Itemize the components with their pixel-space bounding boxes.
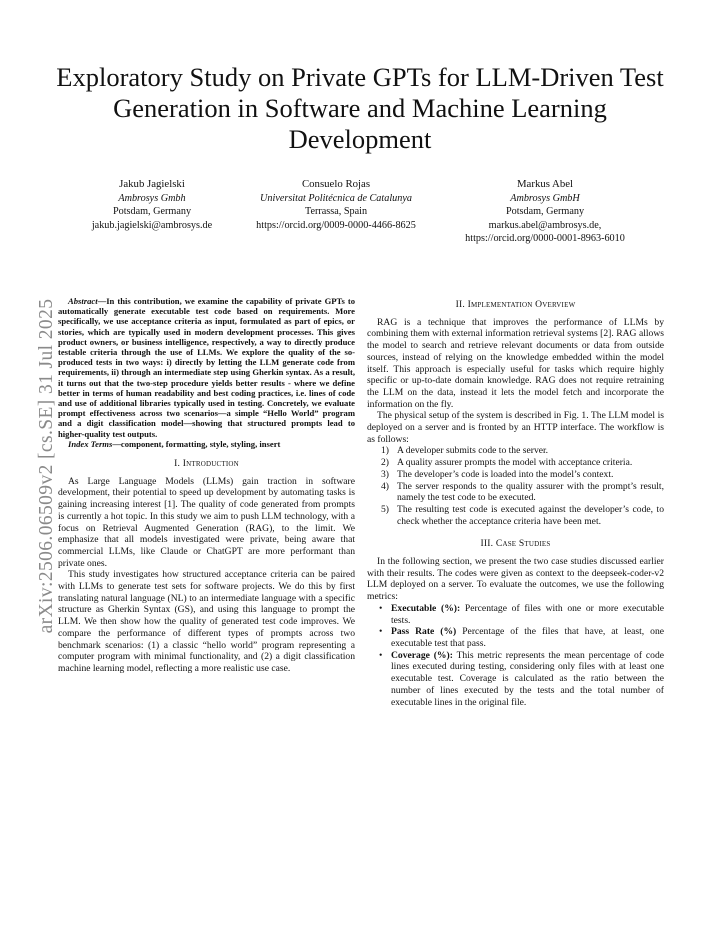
left-column [58, 296, 355, 675]
list-number: 4) [381, 480, 389, 492]
list-number: 2) [381, 457, 389, 469]
list-number: 1) [381, 445, 389, 457]
author-block-2 [238, 178, 434, 232]
author-name: Consuelo Rojas [301, 178, 371, 190]
workflow-list [367, 445, 664, 527]
metric-term: Pass Rate (%) [391, 626, 457, 638]
list-text: The server responds to the quality assurer with the prompt’s result, namely the test code to be executed. [397, 480, 664, 504]
index-terms-lead: Index Terms [68, 438, 113, 449]
author-location: Potsdam, Germany [112, 206, 192, 218]
author-name: Markus Abel [516, 178, 574, 190]
list-text: A developer submits code to the server. [397, 445, 549, 457]
paper-title: Exploratory Study on Private GPTs for LLM-Driven Test Generation in Software and Machine Learning Development [56, 62, 664, 154]
arxiv-watermark: arXiv:2506.06509v2 [cs.SE] 31 Jul 2025 [36, 298, 57, 634]
list-number: 5) [381, 503, 389, 515]
right-column [367, 296, 664, 708]
list-item [379, 626, 664, 649]
list-text: The resulting test code is executed against the developer’s code, to check whether the acceptance criteria have been met. [397, 503, 664, 527]
metric-term: Coverage (%): [391, 649, 453, 661]
section-title: Case Studies [495, 538, 551, 550]
paragraph: This study investigates how structured acceptance criteria can be paired with LLMs to generate test sets for software projects. We do this by first translating natural language (NL) to an intermediate language with a specific structure as Gherkin Syntax (GS), and using this language to prompt the LLM. We then show how the quality of generated test code improves. We compare the performance of different types of prompts across two benchmark scenarios: (1) a classic “hello world” program representing a computer program with minimal functionality, and (2) a digit classification machine learning model, reflecting a more realistic use case. [58, 569, 355, 674]
metrics-list [367, 603, 664, 708]
author-affiliation: Universitat Politécnica de Catalunya [260, 192, 412, 204]
section-heading-implementation [367, 299, 664, 311]
author-block-3 [444, 178, 646, 246]
index-terms [58, 439, 355, 449]
author-location: Potsdam, Germany [505, 206, 585, 218]
paragraph: RAG is a technique that improves the performance of LLMs by combining them with external information retrieval systems [2]. RAG allows the model to search and retrieve relevant documents or data from outside sources, instead of relying on the knowledge embedded within the model itself. This approach is especially useful for tasks which require highly specific or up-to-date domain knowledge. RAG does not require retraining the LLM on the data, instead it lets the model fetch and incorporate the information on the fly. [367, 316, 664, 410]
list-item [381, 504, 664, 527]
paragraph: The physical setup of the system is described in Fig. 1. The LLM model is deployed on a server and is fronted by an HTTP interface. The workflow is as follows: [367, 410, 664, 445]
list-item [381, 457, 664, 469]
abstract [58, 296, 355, 439]
list-item [379, 603, 664, 626]
list-item [379, 650, 664, 709]
metric-term: Executable (%): [391, 602, 461, 614]
paragraph: As Large Language Models (LLMs) gain traction in software development, their potential to speed up development by automating tasks is gaining increasing interest [1]. The quality of code generated from prompts is currently a hot topic. In this study we aim to push LLM technology, with a focus on Retrieval Augmented Generation (RAG), to the limit. We emphasize that all models investigated were private, being aware that commercial LLMs, like Claude or ChatGPT are more performant than private ones. [58, 475, 355, 569]
author-affiliation: Ambrosys Gmbh [118, 192, 186, 204]
author-orcid: https://orcid.org/0009-0000-4466-8625 [256, 219, 416, 231]
author-email: jakub.jagielski@ambrosys.de [91, 219, 213, 231]
section-heading-case-studies [367, 538, 664, 550]
author-name: Jakub Jagielski [119, 178, 185, 190]
section-numeral: I. [174, 458, 183, 470]
bullet-icon: • [379, 626, 383, 638]
section-title: Implementation Overview [467, 299, 576, 310]
abstract-lead: Abstract [68, 296, 98, 306]
list-item [381, 445, 664, 457]
bullet-icon: • [379, 649, 383, 661]
metric-text: Percentage of the files that have, at least, one executable test that pass. [391, 626, 664, 649]
index-terms-text: —component, formatting, style, styling, insert [112, 438, 281, 449]
section-title: Introduction [182, 458, 239, 470]
section-numeral: II. [455, 299, 468, 310]
list-text: A quality assurer prompts the model with acceptance criteria. [397, 457, 633, 469]
author-affiliation: Ambrosys GmbH [510, 192, 580, 204]
author-orcid: https://orcid.org/0000-0001-8963-6010 [465, 233, 625, 245]
metric-text: This metric represents the mean percentage of code lines executed during testing, considering only files with at least one executable test. Coverage is calculated as the ratio between the number of lines executed by the tests and the total number of executable lines in the original file. [391, 649, 664, 708]
bullet-icon: • [379, 602, 383, 614]
author-block-1 [72, 178, 232, 232]
list-item [381, 481, 664, 504]
abstract-text: —In this contribution, we examine the capability of private GPTs to automatically generate executable test code based on requirements. More specifically, we use acceptance criteria as input, formulated as part of epics, or stories, which are typically used in modern development processes. This gives product owners, or business intelligence, respectively, a way to directly produce testable criteria through the use of LLMs. We explore the quality of the so-produced tests in two ways: i) directly by letting the LLM generate code from requirements, ii) through an intermediate step using Gherkin syntax. As a result, it turns out that the two-step procedure yields better results - where we define better in terms of human readability and best coding practices, i.e. lines of code and use of additional libraries typically used in testing. Concretely, we evaluate prompt effectiveness across two scenarios—a simple “Hello World” program and a digit classification model—showing that structured prompts lead to higher-quality test outputs. [58, 296, 355, 439]
list-text: The developer’s code is loaded into the model’s context. [397, 468, 614, 480]
section-numeral: III. [480, 538, 496, 550]
paragraph: In the following section, we present the two case studies discussed earlier with their results. The codes were given as context to the deepseek-coder-v2 LLM deployed on a server. To evaluate the outcomes, we use the following metrics: [367, 556, 664, 603]
metric-text: Percentage of files with one or more executable tests. [391, 602, 664, 626]
section-heading-introduction [58, 458, 355, 470]
author-email: markus.abel@ambrosys.de, [488, 219, 602, 231]
author-location: Terrassa, Spain [304, 206, 368, 218]
list-item [381, 469, 664, 481]
list-number: 3) [381, 468, 389, 480]
